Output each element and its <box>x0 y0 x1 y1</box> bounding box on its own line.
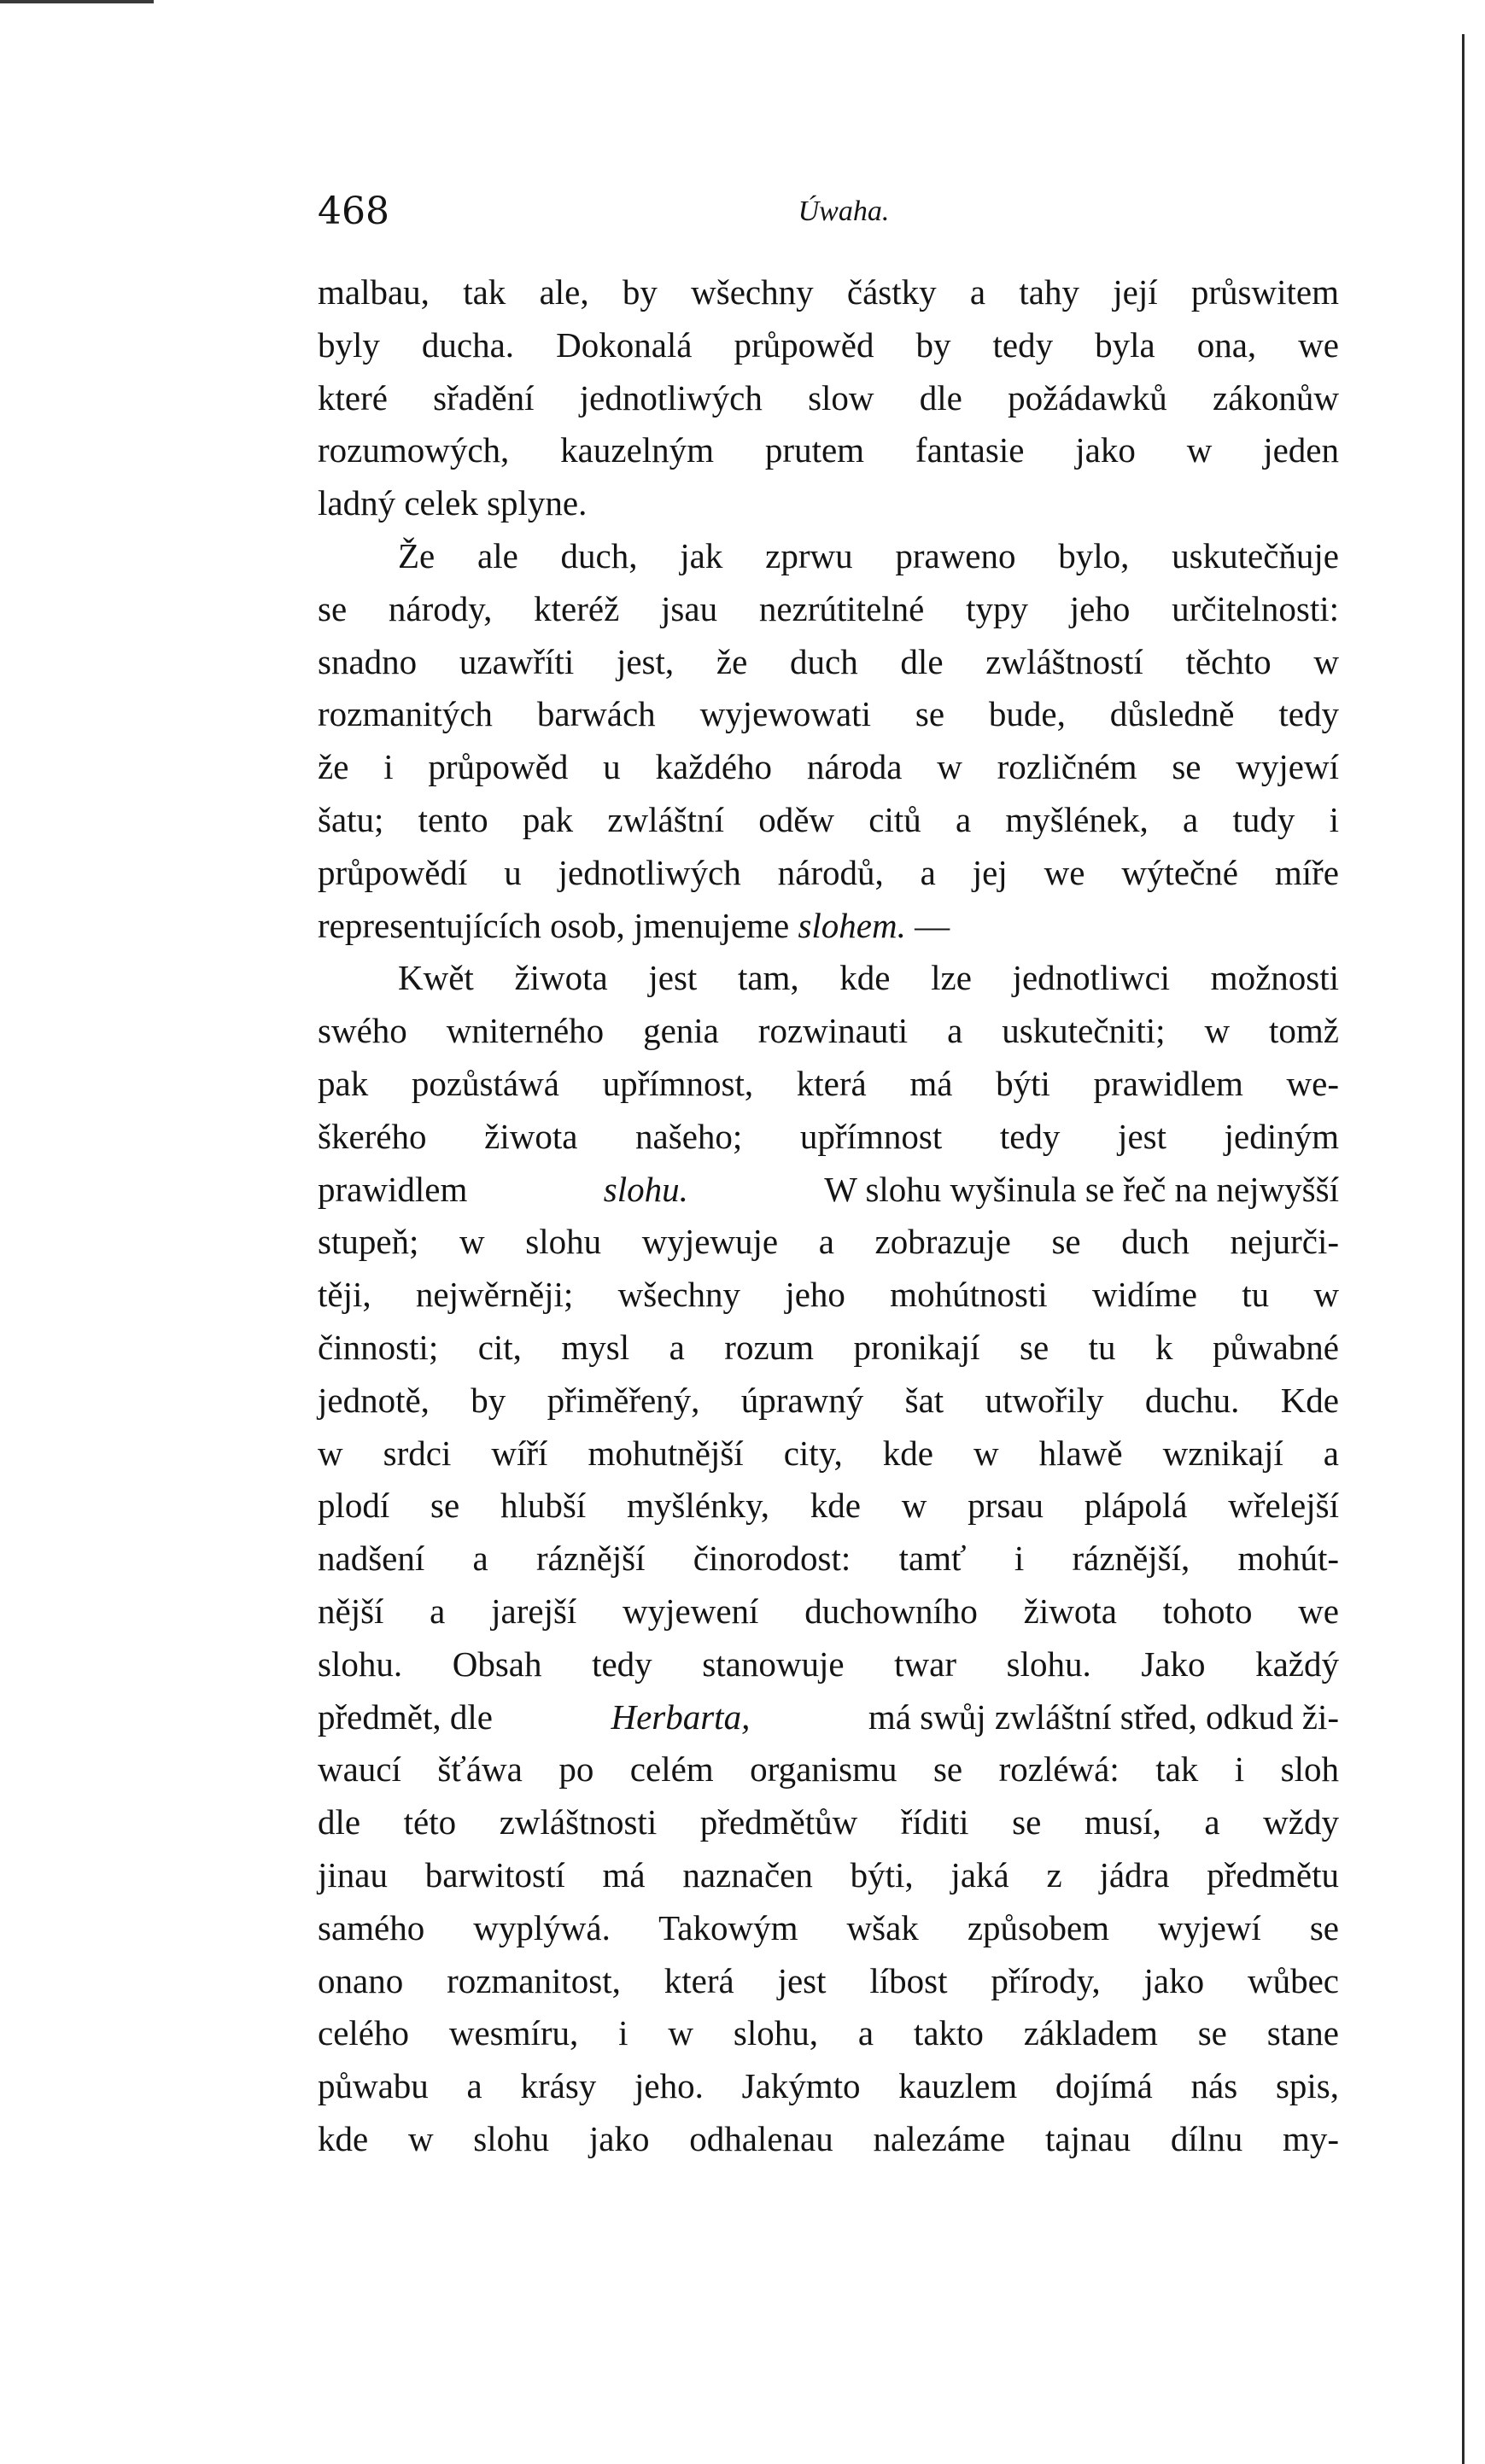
text-line: malbau, tak ale, by wšechny částky a tahy její průswitem <box>318 272 1339 312</box>
text-line: stupeň; w slohu wyjewuje a zobrazuje se duch nejurči- <box>318 1222 1339 1262</box>
text-line: nější a jarejší wyjewení duchowního žiwota tohoto we <box>318 1591 1339 1631</box>
text-line: slohu. Obsah tedy stanowuje twar slohu. Jako každý <box>318 1644 1339 1684</box>
text-line: těji, nejwěrněji; wšechny jeho mohútnosti widíme tu w <box>318 1275 1339 1315</box>
text-line: rozmanitých barwách wyjewowati se bude, důsledně tedy <box>318 694 1339 734</box>
paragraph-start: Že ale duch, jak zprwu praweno bylo, uskutečňuje <box>398 535 1339 575</box>
text-line: samého wyplýwá. Takowým wšak způsobem wyjewí se <box>318 1907 1339 1947</box>
text-line: prawidlem slohu. W slohu wyšinula se řeč na nejwyšší <box>318 1164 1339 1217</box>
text-line: w srdci wíří mohutnější city, kde w hlawě wznikají a <box>318 1433 1339 1473</box>
running-head: Úwaha. <box>798 196 890 227</box>
text-line: jinau barwitostí má naznačen býti, jaká z jádra předmětu <box>318 1854 1339 1895</box>
text-line: pak pozůstáwá upřímnost, která má býti prawidlem we- <box>318 1063 1339 1103</box>
page-margin <box>1467 0 1485 2464</box>
text-line: jednotě, by přiměřený, úprawný šat utwořily duchu. Kde <box>318 1380 1339 1420</box>
text-line: průpowědí u jednotliwých národů, a jej we wýtečné míře <box>318 852 1339 892</box>
page-header <box>318 186 1339 237</box>
text-line: representujících osob, jmenujeme slohem. — <box>318 905 950 945</box>
text-line: šatu; tento pak zwláštní oděw citů a myšlének, a tudy i <box>318 799 1339 839</box>
body-text <box>318 266 1339 2166</box>
text-line: dle této zwláštnosti předmětůw říditi se musí, a wždy <box>318 1802 1339 1842</box>
text-line: snadno uzawříti jest, že duch dle zwláštností těchto w <box>318 641 1339 681</box>
text-line: celého wesmíru, i w slohu, a takto základem se stane <box>318 2013 1339 2053</box>
page-binding-edge <box>1462 34 1465 2464</box>
text-line: plodí se hlubší myšlénky, kde w prsau plápolá wřelejší <box>318 1486 1339 1526</box>
text-line: ladný celek splyne. <box>318 483 588 523</box>
text-line: které sřadění jednotliwých slow dle požádawků zákonůw <box>318 377 1339 417</box>
italic-term: slohem. <box>798 905 906 945</box>
text-line: waucí šťáwa po celém organismu se rozléwá: tak i sloh <box>318 1749 1339 1790</box>
italic-term: slohu. <box>603 1169 688 1209</box>
italic-term: Herbarta, <box>611 1696 751 1737</box>
text-line: se národy, kteréž jsau nezrútitelné typy jeho určitelnosti: <box>318 588 1339 628</box>
text-line: kde w slohu jako odhalenau nalezáme tajnau dílnu my- <box>318 2118 1339 2158</box>
page-edge-shadow <box>0 0 154 3</box>
text-line: činnosti; cit, mysl a rozum pronikají se tu k půwabné <box>318 1327 1339 1367</box>
text-line: předmět, dle Herbarta, má swůj zwláštní střed, odkud ži- <box>318 1691 1339 1744</box>
text-line: rozumowých, kauzelným prutem fantasie jako w jeden <box>318 430 1339 470</box>
paragraph-start: Kwět žiwota jest tam, kde lze jednotliwci možnosti <box>398 958 1339 998</box>
text-line: onano rozmanitost, která jest líbost přírody, jako wůbec <box>318 1960 1339 2000</box>
text-line: škerého žiwota našeho; upřímnost tedy jest jediným <box>318 1116 1339 1156</box>
text-line: nadšení a ráznější činorodost: tamť i ráznější, mohút- <box>318 1539 1339 1579</box>
page-number: 468 <box>318 190 389 233</box>
text-line: swého wniterného genia rozwinauti a uskutečniti; w tomž <box>318 1011 1339 1051</box>
text-line: půwabu a krásy jeho. Jakýmto kauzlem dojímá nás spis, <box>318 2066 1339 2106</box>
text-line: že i průpowěd u každého národa w rozličném se wyjewí <box>318 747 1339 787</box>
text-line: byly ducha. Dokonalá průpowěd by tedy byla ona, we <box>318 324 1339 365</box>
